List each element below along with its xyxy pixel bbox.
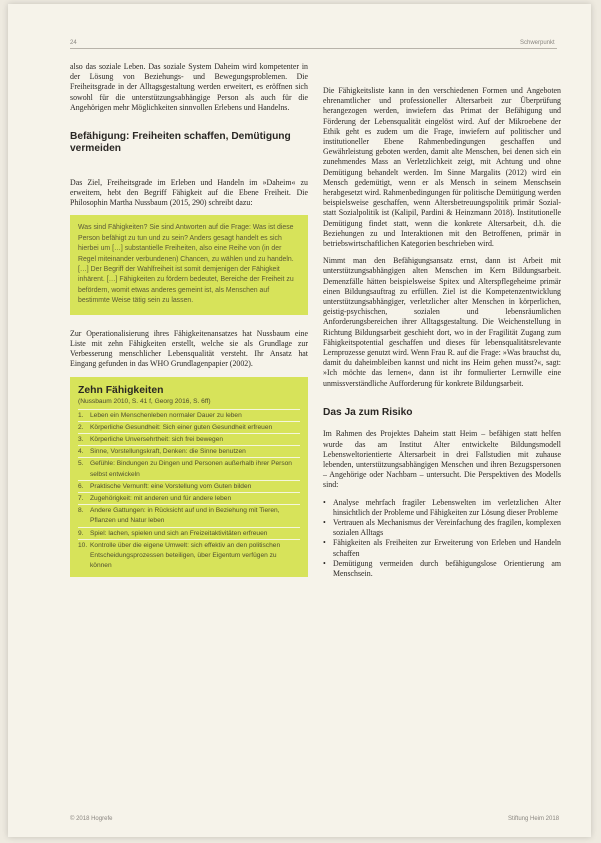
item-text: Zugehörigkeit: mit anderen und für andere leben	[90, 494, 232, 502]
item-text: Gefühle: Bindungen zu Dingen und Personen außerhalb ihrer Person selbst entwickeln	[90, 460, 292, 478]
list-item	[323, 538, 561, 558]
ten-capabilities-box	[70, 377, 308, 578]
item-number: 6.	[78, 482, 84, 490]
item-number: 5.	[78, 460, 84, 468]
left-column	[70, 62, 308, 577]
footer-issue: Stiftung Heim 2018	[508, 816, 560, 822]
item-number: 4.	[78, 448, 84, 456]
item-number: 9.	[78, 529, 84, 537]
item-text: Sinne, Vorstellungskraft, Denken: die Sinne benutzen	[90, 448, 246, 456]
list-item	[78, 492, 300, 504]
item-text: Körperliche Gesundheit: Sich einer guten Gesundheit erfreuen	[90, 423, 273, 431]
item-number: 8.	[78, 507, 84, 515]
item-text: Praktische Vernunft: eine Vorstellung vom Guten bilden	[90, 482, 252, 490]
item-number: 10.	[78, 541, 88, 549]
model-perspectives-list	[323, 498, 561, 580]
footer-copyright: © 2018 Hogrefe	[70, 816, 113, 822]
list-item	[78, 504, 300, 526]
bullet-icon: •	[323, 538, 326, 548]
item-text: Andere Gattungen: in Rücksicht auf und in Beziehung mit Tieren, Pflanzen und Natur leben	[90, 507, 280, 525]
list-item	[78, 409, 300, 421]
list-item	[78, 539, 300, 572]
item-text: Körperliche Unversehrtheit: sich frei bewegen	[90, 435, 224, 443]
list-item	[323, 498, 561, 518]
item-text: Leben ein Menschenleben normaler Dauer zu leben	[90, 411, 242, 419]
section-label: Schwerpunkt	[520, 40, 555, 46]
operationalisation-paragraph: Zur Operationalisierung ihres Fähigkeitenansatzes hat Nussbaum eine Liste mit zehn Fähigkeiten erstellt, welche sie als Grundlage zur Verbesserung menschlicher Lebensqualität versteht. Ihr Ansatz hat Eingang gefunden in das WHO Grundlagenpapier (2002).	[70, 328, 308, 369]
box-title: Zehn Fähigkeiten	[78, 384, 164, 396]
bullet-text: Fähigkeiten als Freiheiten zur Erweiterung von Erleben und Handeln schaffen	[333, 538, 561, 558]
header-rule	[70, 48, 557, 49]
item-number: 3.	[78, 435, 84, 443]
bullet-icon: •	[323, 558, 326, 568]
section-heading-risiko: Das Ja zum Risiko	[323, 406, 413, 418]
bildungsarbeit-paragraph: Nimmt man den Befähigungsansatz ernst, dann ist Arbeit mit unterstützungsabhängigen alten Menschen im Kern Bildungsarbeit. Demenzfälle hätten beispielsweise Spitex und Alterspflegeheime primär einen Bildungsauftrag zu erfüllen. Ziel ist die Kompetenzentwicklung unterstützungsabhängiger, verletzlicher alter Menschen in körperlichen, geistig-psychischen, sozialen und lebensräumlichen Anforderungsbereichen ihrer Alltagsgestaltung. Die Weichenstellung in Richtung Bildungsarbeit geschieht dort, wo in der Fragilität Zugang zum Fähigkeitspotential geschaffen und dieses für lebensqualitätsrelevante Lernprozesse genutzt wird. Wenn Frau R. auf die Frage: »Was brauchst du, damit du daheimbleiben kannst und nicht ins Heim gehen musst?«, sagt: »Ich möchte das lernen«, dann ist ihr formulierter Lernwille eine unmissverständliche Aufforderung für konkrete Bildungsarbeit.	[323, 256, 561, 388]
magazine-page	[8, 4, 591, 837]
bullet-text: Vertrauen als Mechanismus der Vereinfachung des fragilen, komplexen sozialen Alltags	[333, 517, 561, 538]
item-text: Kontrolle über die eigene Umwelt: sich effektiv an den politischen Entscheidungsprozessen beteiligen, über Eigentum verfügen zu können	[90, 541, 281, 570]
list-item	[78, 457, 300, 479]
list-item	[78, 480, 300, 492]
project-paragraph: Im Rahmen des Projektes Daheim statt Heim – befähigen statt helfen wurde das am Institut Alter entwickelte Bildungsmodell Lebensweltorientierte Altersarbeit in drei Fallstudien mit zuhause lebenden, unterstützungsabhängigen Menschen und ihren Bezugspersonen – Angehörige oder Nachbarn – untersucht. Die Perspektiven des Modells sind:	[323, 429, 561, 490]
item-text: Spiel: lachen, spielen und sich an Freizeitaktivitäten erfreuen	[90, 529, 268, 537]
list-item	[78, 527, 300, 539]
intro-paragraph: also das soziale Leben. Das soziale System Daheim wird kompetenter in der Lösung von Beziehungs- und Bewegungsproblemen. Die Freiheitsgrade in der Alltagsgestaltung werden erweitert, es eröffnen sich sowohl für die unterstützungsabhängige Person als auch für die Angehörigen mehr Möglichkeiten sinnvollen Erlebens und Handelns.	[70, 62, 308, 112]
list-item	[323, 559, 561, 579]
list-item	[78, 421, 300, 433]
item-number: 2.	[78, 423, 84, 431]
right-column	[323, 86, 561, 579]
page-number: 24	[70, 40, 77, 46]
capabilities-list	[78, 409, 300, 572]
bullet-text: Demütigung vermeiden durch befähigungslose Orientierung am Menschsein.	[333, 558, 561, 578]
box-subtitle: (Nussbaum 2010, S. 41 f, Georg 2016, S. 6ff)	[78, 397, 211, 405]
bullet-icon: •	[323, 517, 326, 527]
bullet-text: Analyse mehrfach fragiler Lebenswelten im verletzlichen Alter hinsichtlich der Probleme und Fähigkeiten zur Lösung dieser Probleme	[333, 497, 561, 517]
bullet-icon: •	[323, 497, 326, 507]
nussbaum-intro-paragraph: Das Ziel, Freiheitsgrade im Erleben und Handeln im »Daheim« zu erweitern, hebt den Begriff Fähigkeit auf die Ebene Freiheit. Die Philosophin Martha Nussbaum (2015, 290) schreibt dazu:	[70, 177, 308, 208]
list-item	[78, 445, 300, 457]
capability-list-paragraph: Die Fähigkeitsliste kann in den verschiedenen Formen und Angeboten ehrenamtlicher und professioneller Altersarbeit zur Überprüfung herangezogen werden, inwiefern das Primat der Befähigung und Förderung der Lebensqualität eingelöst wird. Auf der Mikroebene der Ethik geht es zudem um die Frage, inwiefern auf politischer und institutioneller Ebene Rahmenbedingungen geschaffen und Gewährleistung geboten werden, damit alte Menschen, bei denen sich ein zunehmendes Mass an Verletzlichkeit zeigt, mit Achtung und ohne Demütigung behandelt werden. Im Sinne Margalits (2012) wird ein Mensch gedemütigt, wenn er als Mensch in seinem Menschsein herabgesetzt wird. Rahmenbedingungen für politische Demütigung werden beispielsweise geschaffen, wenn Altersbetreuungspolitik primär Sozial- statt Sozialpolitik ist (Kalipil, Pardini & Heinzmann 2018). Institutionelle Demütigung findet statt, wenn die konkrete Altersarbeit, d.h. die Beziehungen zu und Interaktionen mit den Betroffenen, primär in betriebswirtschaftlichen Kategorien beschrieben wird.	[323, 86, 561, 249]
list-item	[323, 518, 561, 538]
section-heading-befaehigung: Befähigung: Freiheiten schaffen, Demütigung vermeiden	[70, 131, 291, 155]
list-item	[78, 433, 300, 445]
item-number: 1.	[78, 411, 84, 419]
nussbaum-quote-box: Was sind Fähigkeiten? Sie sind Antworten auf die Frage: Was ist diese Person befähigt zu tun und zu sein? Anders gesagt handelt es sich hierbei um […] substantielle Freiheiten, also eine Reihe von (in der Regel miteinander verbundenen) Chancen, zu wählen und zu handeln. […] Der Begriff der Wahlfreiheit ist somit demjenigen der Fähigkeit inhärent. […] Fähigkeiten zu fördern bedeutet, Bereiche der Freiheit zu befördern, womit etwas anderes gemeint ist, als Menschen auf bestimmte Weise tätig sein zu lassen.	[70, 215, 308, 314]
item-number: 7.	[78, 494, 84, 502]
